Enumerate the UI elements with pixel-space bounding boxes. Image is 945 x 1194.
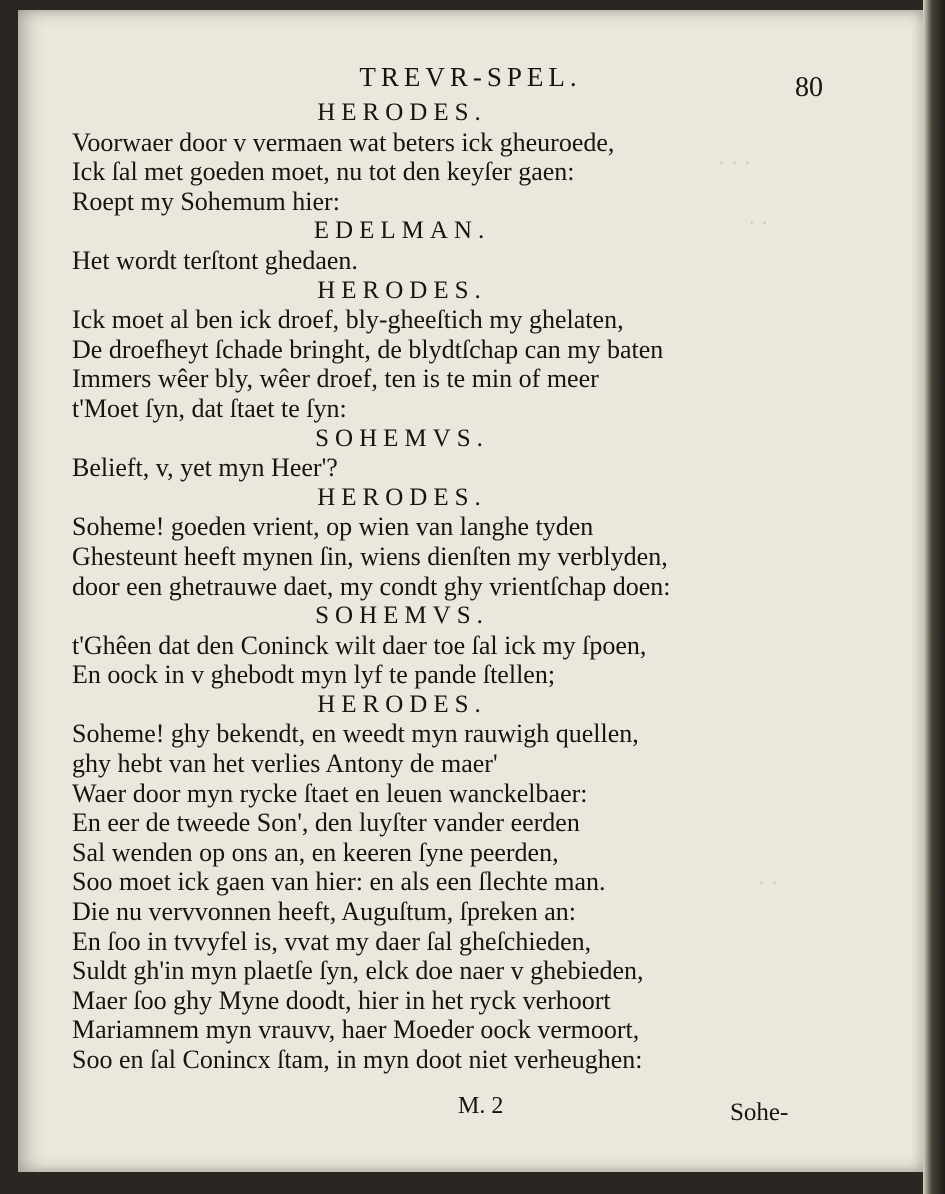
speaker-heading: SOHEMVS.: [315, 424, 489, 452]
verse-line: Mariamnem myn vrauvv, haer Moeder oock vermoort,: [72, 1015, 640, 1045]
verse-line: t'Ghêen dat den Coninck wilt daer toe ſal ick my ſpoen,: [72, 630, 647, 660]
speaker-heading: HERODES.: [317, 690, 487, 718]
verse-line: Soheme! goeden vrient, op wien van langhe tyden: [72, 512, 594, 542]
verse-line: door een ghetrauwe daet, my condt ghy vrientſchap doen:: [72, 571, 671, 601]
page-edge-shadow: [923, 0, 945, 1194]
verse-line: Soo en ſal Conincx ſtam, in myn doot niet verheughen:: [72, 1045, 643, 1074]
verse-line: De droefheyt ſchade bringht, de blydtſchap can my baten: [72, 334, 664, 364]
verse-line: Maer ſoo ghy Myne doodt, hier in het ryck verhoort: [72, 985, 611, 1015]
speaker-heading: HERODES.: [317, 483, 487, 511]
book-page: [18, 10, 923, 1172]
verse-line: Voorwaer door v vermaen wat beters ick gheuroede,: [72, 127, 615, 157]
verse-line: En eer de tweede Son', den luyſter vander eerden: [72, 808, 580, 838]
page-footer: [18, 1093, 923, 1127]
speaker-heading: EDELMAN.: [313, 217, 491, 245]
bleed-through-text: · ·: [748, 210, 769, 235]
speaker-heading: SOHEMVS.: [315, 602, 489, 630]
verse-line: ghy hebt van het verlies Antony de maer': [72, 749, 498, 779]
catchword: Sohe-: [730, 1099, 789, 1126]
bleed-through-text: · ·: [758, 870, 779, 895]
verse-line: Soheme! ghy bekendt, en weedt myn rauwigh quellen,: [72, 719, 639, 749]
speaker-heading: HERODES.: [317, 99, 487, 126]
page-number: 80: [795, 72, 823, 103]
verse-line: t'Moet ſyn, dat ſtaet te ſyn:: [72, 393, 347, 423]
verse-line: Ick ſal met goeden moet, nu tot den keyſer gaen:: [72, 157, 575, 187]
verse-line: Immers wêer bly, wêer droef, ten is te min of meer: [72, 364, 599, 394]
signature-mark: M. 2: [458, 1093, 504, 1119]
speaker-heading: HERODES.: [317, 276, 487, 304]
verse-line: Ghesteunt heeft mynen ſin, wiens dienſten my verblyden,: [72, 541, 668, 571]
bleed-through-text: · · ·: [718, 150, 751, 175]
verse-line: Suldt gh'in myn plaetſe ſyn, elck doe naer v ghebieden,: [72, 956, 644, 986]
verse-line: En ſoo in tvvyfel is, vvat my daer ſal gheſchieden,: [72, 926, 592, 956]
verse-line: Roept my Sohemum hier:: [72, 186, 340, 216]
verse-line: Waer door myn rycke ſtaet en leuen wanckelbaer:: [72, 778, 588, 808]
verse-line: En oock in v ghebodt myn lyf te pande ſtellen;: [72, 660, 556, 690]
verse-line: Die nu vervvonnen heeft, Auguſtum, ſpreken an:: [72, 897, 576, 927]
verse-line: Belieft, v, yet myn Heer'?: [72, 453, 338, 483]
running-head: TREVR-SPEL.: [359, 62, 582, 92]
verse-line: Het wordt terſtont ghedaen.: [72, 245, 358, 275]
verse-line: Ick moet al ben ick droef, bly-gheeſtich my ghelaten,: [72, 305, 624, 335]
verse-line: Sal wenden op ons an, en keeren ſyne peerden,: [72, 837, 559, 867]
play-text: [72, 98, 772, 1075]
verse-line: Soo moet ick gaen van hier: en als een ſlechte man.: [72, 867, 606, 897]
